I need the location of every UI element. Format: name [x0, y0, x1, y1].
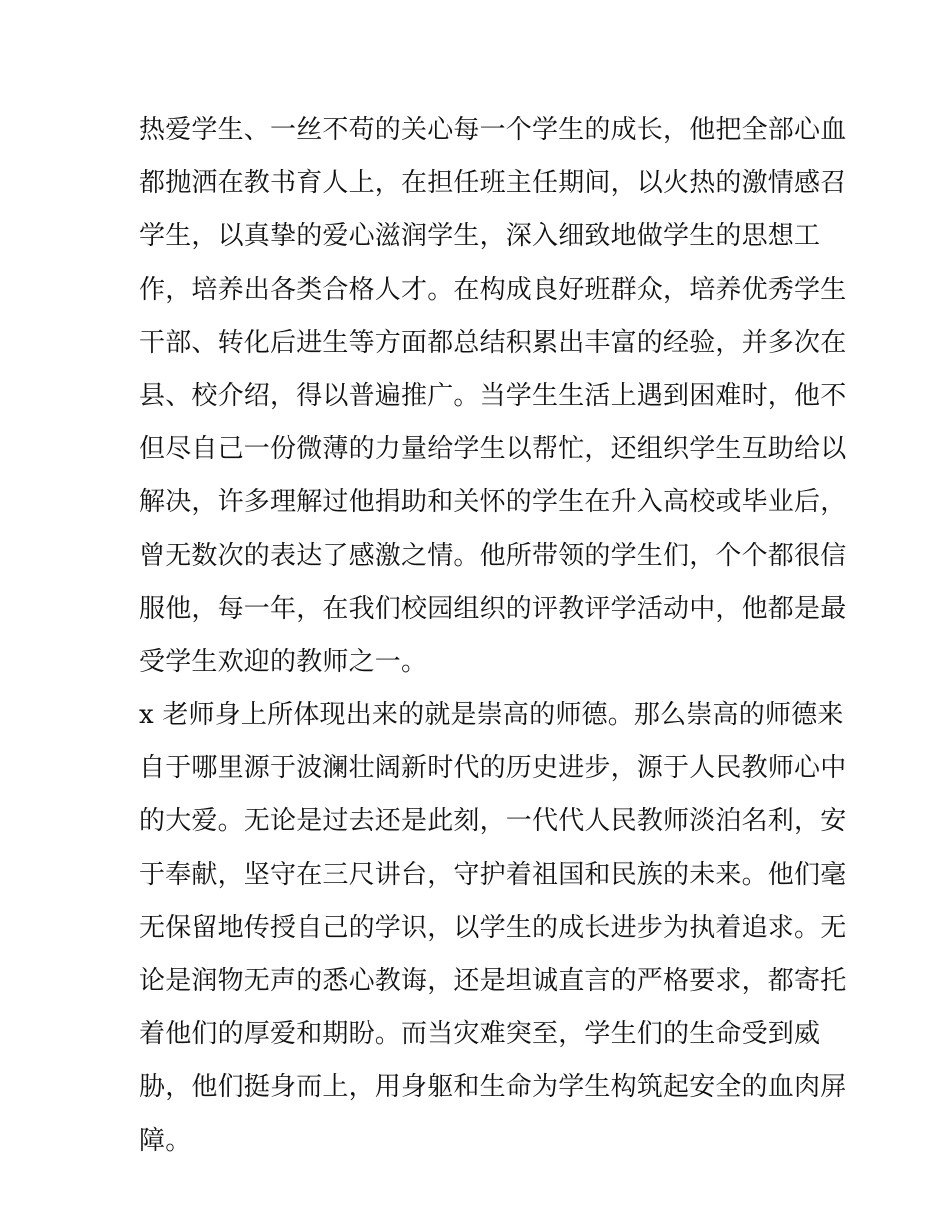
text-line: 的大爱。无论是过去还是此刻，一代代人民教师淡泊名利，安 — [139, 806, 847, 837]
text-line: 自于哪里源于波澜壮阔新时代的历史进步，源于人民教师心中 — [139, 753, 847, 784]
text-line: x 老师身上所体现出来的就是崇高的师德。那么崇高的师德来 — [139, 700, 844, 731]
text-line: 但尽自己一份微薄的力量给学生以帮忙，还组织学生互助给以 — [139, 434, 847, 465]
text-line: 解决，许多理解过他捐助和关怀的学生在升入高校或毕业后， — [139, 487, 847, 518]
text-line: 学生，以真挚的爱心滋润学生，深入细致地做学生的思想工 — [139, 221, 821, 252]
text-line: 干部、转化后进生等方面都总结积累出丰富的经验，并多次在 — [139, 327, 847, 358]
text-line: 着他们的厚爱和期盼。而当灾难突至，学生们的生命受到威 — [139, 1019, 821, 1050]
text-line: 服他，每一年，在我们校园组织的评教评学活动中，他都是最 — [139, 593, 847, 624]
text-line: 无保留地传授自己的学识，以学生的成长进步为执着追求。无 — [139, 912, 847, 943]
text-line: 受学生欢迎的教师之一。 — [139, 646, 428, 677]
paragraph-1 — [139, 104, 847, 689]
text-line: 胁，他们挺身而上，用身躯和生命为学生构筑起安全的血肉屏 — [139, 1072, 847, 1103]
text-line: 热爱学生、一丝不苟的关心每一个学生的成长，他把全部心血 — [139, 115, 847, 145]
text-line: 论是润物无声的悉心教诲，还是坦诚直言的严格要求，都寄托 — [139, 966, 847, 996]
text-line: 县、校介绍，得以普遍推广。当学生生活上遇到困难时，他不 — [139, 380, 847, 411]
text-line: 都抛洒在教书育人上，在担任班主任期间，以火热的激情感召 — [139, 168, 847, 199]
text-line: 作，培养出各类合格人才。在构成良好班群众，培养优秀学生 — [139, 274, 847, 305]
text-line: 曾无数次的表达了感激之情。他所带领的学生们，个个都很信 — [139, 540, 847, 571]
text-line: 障。 — [139, 1125, 192, 1156]
text-line: 于奉献，坚守在三尺讲台，守护着祖国和民族的未来。他们毫 — [139, 859, 847, 890]
paragraph-2 — [139, 689, 847, 1168]
document-body — [139, 104, 847, 1168]
